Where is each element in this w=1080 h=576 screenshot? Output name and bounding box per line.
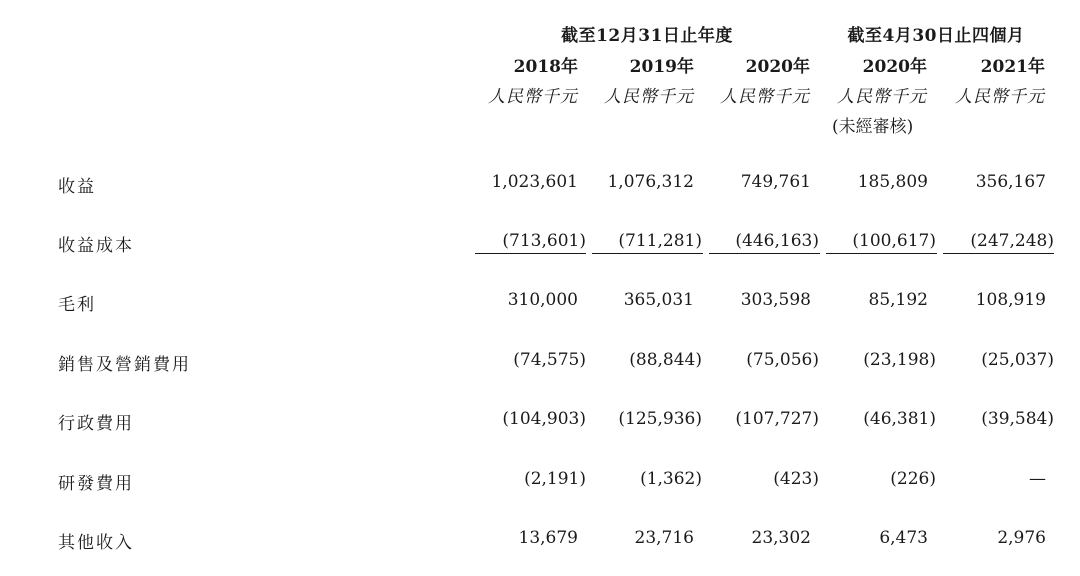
table-cell: 13,679 xyxy=(518,528,578,548)
col-unit-2021: 人民幣千元 xyxy=(955,87,1045,107)
table-cell: (104,903) xyxy=(502,409,586,429)
table-cell: 749,761 xyxy=(740,172,811,192)
table-cell: (423) xyxy=(773,469,819,489)
col-unit-2020: 人民幣千元 xyxy=(720,87,810,107)
group-header-year-end: 截至12月31日止年度 xyxy=(561,26,733,46)
col-unit-2019: 人民幣千元 xyxy=(604,87,694,107)
col-year-2019: 2019年 xyxy=(629,57,694,77)
table-cell: (25,037) xyxy=(981,350,1054,370)
table-cell: 23,716 xyxy=(634,528,694,548)
table-cell: (711,281) xyxy=(618,231,702,251)
table-cell: (75,056) xyxy=(746,350,819,370)
table-cell: (74,575) xyxy=(513,350,586,370)
table-cell: 2,976 xyxy=(997,528,1046,548)
table-cell: 365,031 xyxy=(623,290,694,310)
col-year-2020-four-months: 2020年 xyxy=(862,57,927,77)
table-cell: (2,191) xyxy=(524,469,586,489)
table-cell: 85,192 xyxy=(868,290,928,310)
table-cell: 310,000 xyxy=(507,290,578,310)
row-label-gross-profit: 毛利 xyxy=(58,295,96,315)
subtotal-underline xyxy=(592,253,703,254)
subtotal-underline xyxy=(943,253,1054,254)
col-year-2021: 2021年 xyxy=(980,57,1045,77)
col-year-2018: 2018年 xyxy=(513,57,578,77)
row-label-cost-of-revenue: 收益成本 xyxy=(58,236,134,256)
table-cell: 108,919 xyxy=(975,290,1046,310)
subtotal-underline xyxy=(475,253,586,254)
table-cell: (23,198) xyxy=(863,350,936,370)
row-label-rnd-expenses: 研發費用 xyxy=(58,474,134,494)
row-label-revenue: 收益 xyxy=(58,177,96,197)
table-cell: 1,023,601 xyxy=(491,172,578,192)
table-cell: (46,381) xyxy=(863,409,936,429)
table-cell: (39,584) xyxy=(981,409,1054,429)
unaudited-note: (未經審核) xyxy=(832,117,914,137)
subtotal-underline xyxy=(826,253,937,254)
table-cell: 356,167 xyxy=(975,172,1046,192)
table-cell: (100,617) xyxy=(852,231,936,251)
table-cell: (226) xyxy=(890,469,936,489)
group-header-four-months: 截至4月30日止四個月 xyxy=(847,26,1025,46)
table-cell: 1,076,312 xyxy=(607,172,694,192)
table-cell: (107,727) xyxy=(735,409,819,429)
subtotal-underline xyxy=(709,253,820,254)
table-cell: (247,248) xyxy=(970,231,1054,251)
table-cell: 185,809 xyxy=(857,172,928,192)
row-label-admin-expenses: 行政費用 xyxy=(58,414,134,434)
table-cell: (713,601) xyxy=(502,231,586,251)
table-cell: 23,302 xyxy=(751,528,811,548)
table-cell: (446,163) xyxy=(735,231,819,251)
col-unit-2020-four-months: 人民幣千元 xyxy=(837,87,927,107)
table-cell: — xyxy=(1029,469,1046,489)
table-cell: (88,844) xyxy=(629,350,702,370)
row-label-selling-expenses: 銷售及營銷費用 xyxy=(58,355,191,375)
col-year-2020: 2020年 xyxy=(745,57,810,77)
table-cell: 6,473 xyxy=(879,528,928,548)
table-cell: 303,598 xyxy=(740,290,811,310)
row-label-other-income: 其他收入 xyxy=(58,533,134,553)
col-unit-2018: 人民幣千元 xyxy=(488,87,578,107)
table-cell: (125,936) xyxy=(618,409,702,429)
table-cell: (1,362) xyxy=(640,469,702,489)
